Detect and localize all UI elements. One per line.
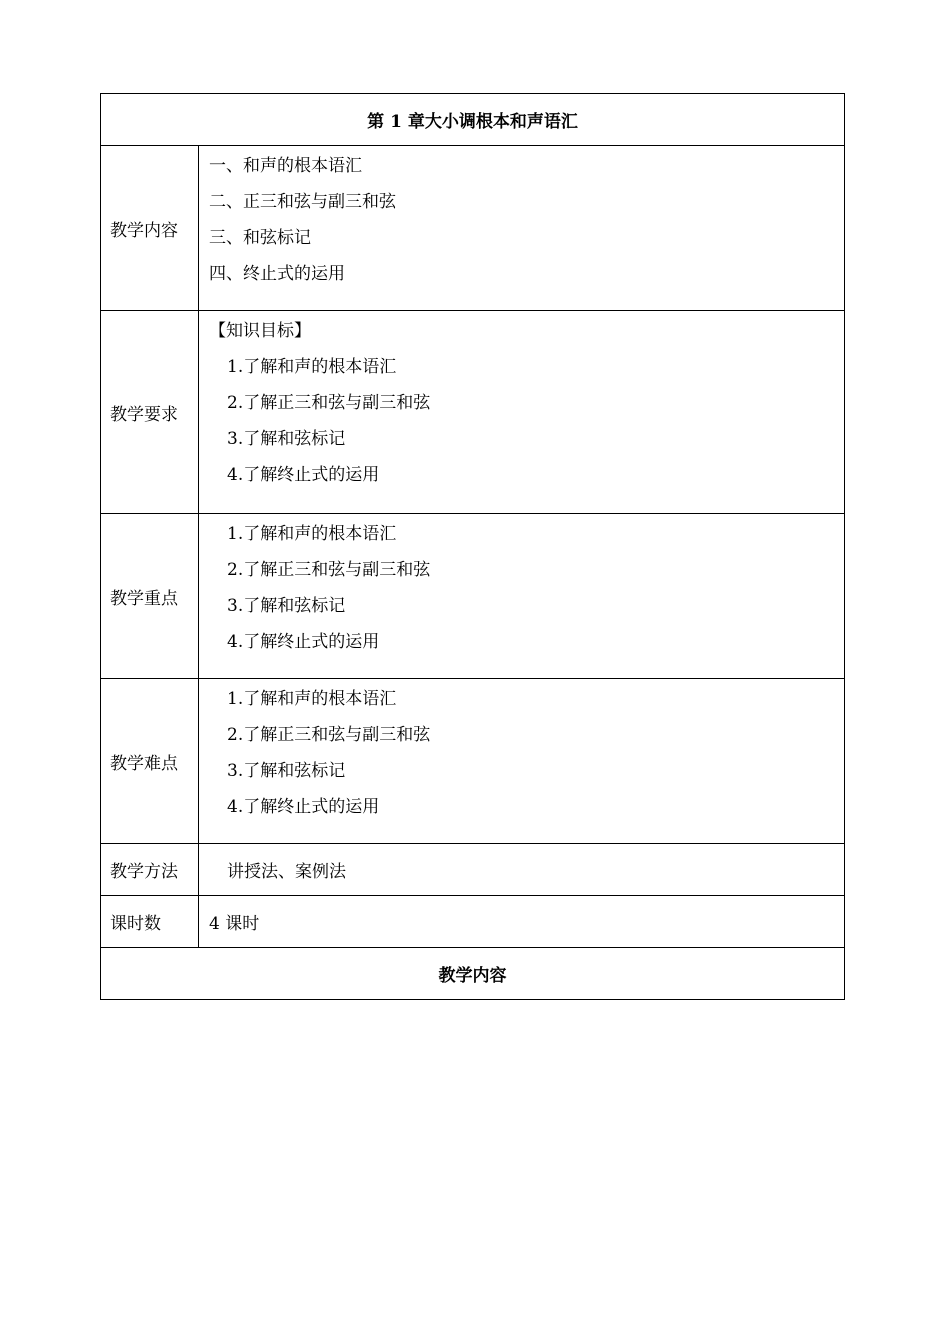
row-label-method: 教学方法 xyxy=(101,844,199,896)
list-item: 一、和声的根本语汇 xyxy=(209,156,362,176)
teaching-method-value: 讲授法、案例法 xyxy=(199,844,845,896)
key-points-cell xyxy=(199,514,845,679)
row-label-key-points: 教学重点 xyxy=(101,514,199,679)
list-item: 二、正三和弦与副三和弦 xyxy=(209,192,396,212)
list-item: 1.了解和声的根本语汇 xyxy=(227,524,397,544)
teaching-requirements-cell xyxy=(199,311,845,514)
chapter-title: 第 1 章大小调根本和声语汇 xyxy=(101,94,845,146)
row-label-difficulties: 教学难点 xyxy=(101,679,199,844)
difficulties-cell xyxy=(199,679,845,844)
teaching-requirements-row xyxy=(101,311,845,514)
list-item: 2.了解正三和弦与副三和弦 xyxy=(227,393,431,413)
title-row xyxy=(101,94,845,146)
row-label-hours: 课时数 xyxy=(101,896,199,948)
list-item: 3.了解和弦标记 xyxy=(227,429,346,449)
difficulties-row xyxy=(101,679,845,844)
list-item: 1.了解和声的根本语汇 xyxy=(227,689,397,709)
list-item: 3.了解和弦标记 xyxy=(227,596,346,616)
row-label-requirements: 教学要求 xyxy=(101,311,199,514)
footer-row xyxy=(101,948,845,1000)
list-item: 3.了解和弦标记 xyxy=(227,761,346,781)
class-hours-value: 4 课时 xyxy=(199,896,845,948)
teaching-method-row xyxy=(101,844,845,896)
section-heading: 【知识目标】 xyxy=(209,321,311,341)
class-hours-row xyxy=(101,896,845,948)
footer-heading: 教学内容 xyxy=(101,948,845,1000)
list-item: 1.了解和声的根本语汇 xyxy=(227,357,397,377)
list-item: 4.了解终止式的运用 xyxy=(227,632,380,652)
lesson-plan-table xyxy=(100,93,845,1000)
list-item: 4.了解终止式的运用 xyxy=(227,797,380,817)
row-label-content: 教学内容 xyxy=(101,146,199,311)
key-points-row xyxy=(101,514,845,679)
list-item: 2.了解正三和弦与副三和弦 xyxy=(227,725,431,745)
list-item: 三、和弦标记 xyxy=(209,228,311,248)
list-item: 4.了解终止式的运用 xyxy=(227,465,380,485)
list-item: 2.了解正三和弦与副三和弦 xyxy=(227,560,431,580)
list-item: 四、终止式的运用 xyxy=(209,264,345,284)
teaching-content-cell xyxy=(199,146,845,311)
teaching-content-row xyxy=(101,146,845,311)
